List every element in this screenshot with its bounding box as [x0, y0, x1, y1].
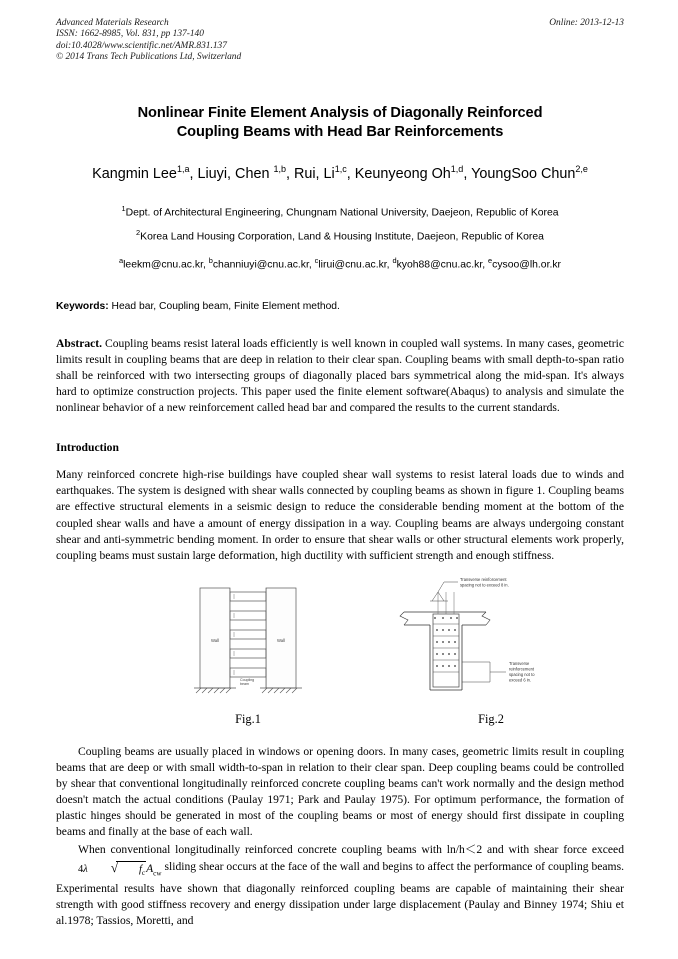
author-name-2: Liuyi, Chen — [197, 165, 274, 182]
affiliation-list — [56, 199, 624, 247]
affiliation-1 — [56, 199, 624, 223]
shear-formula — [56, 860, 162, 881]
email-address-1[interactable]: leekm@cnu.ac.kr, — [123, 259, 209, 271]
abstract-block — [56, 336, 624, 416]
figure-2-graphic — [386, 568, 596, 705]
affiliation-marker-2: 2 — [136, 228, 141, 238]
author-affiliation-marker-4: 1,d — [450, 163, 464, 174]
author-list: Kangmin Lee$^{1,a}$, Liuyi, Chen $^{1,b}$, Rui, Li$^{1,c}$, Keunyeong Oh$^{1,d}$, YoungSoo Chun$^{2,e}$ — [92, 163, 588, 182]
formula-radical-sign: √ — [110, 859, 118, 875]
formula-radicand-subscript: c — [141, 868, 146, 877]
formula-area-subscript: cw — [153, 868, 162, 877]
figures-row — [56, 576, 624, 732]
intro-paragraph-3 — [56, 842, 624, 929]
issn-line: ISSN: 1662-8985, Vol. 831, pp 137-140 — [56, 29, 204, 40]
email-marker-2: b — [208, 256, 213, 266]
doi-line: doi:10.4028/www.scientific.net/AMR.831.137 — [56, 40, 227, 51]
author-affiliation-marker-5: 2,e — [575, 163, 588, 174]
author-affiliation-marker-3: 1,c — [334, 163, 347, 174]
figure-1-caption: Fig.1 — [235, 711, 261, 726]
intro-paragraph-1: Many reinforced concrete high-rise buildings have coupled shear wall systems to resist lateral loads due to winds and earthquakes. The system is designed with shear walls connected by coupling beams as shown in figure 1. Coupling beams are effective structural elements in a seismic design to reduce the considerable bending moment at the bottom of the coupled shear walls and have a amount of energy dissipation in a way. Coupling beams are always undergoing constant shear and anti-symmetric bending moment. In order to ensure that shear walls or other structural elements work properly, coupling beams must sustain large deformation, high ductility with sufficient strength and enough stiffness. — [56, 468, 624, 562]
online-date: Online: 2013-12-13 — [549, 18, 624, 28]
figure-1-label-wall-right: Wall — [277, 637, 285, 643]
affiliation-text-2: Korea Land Housing Corporation, Land & Housing Institute, Daejeon, Republic of Korea — [140, 231, 544, 243]
page-title — [56, 104, 624, 142]
figure-2 — [386, 568, 596, 727]
svg-text:Transverse: Transverse — [509, 660, 530, 666]
svg-text:spacing not to exceed 8 in.: spacing not to exceed 8 in. — [460, 582, 509, 588]
svg-text:Transverse reinforcement: Transverse reinforcement — [460, 576, 507, 582]
author-affiliation-marker-1: 1,a — [176, 163, 190, 174]
figure-2-note-right — [509, 661, 535, 683]
svg-text:reinforcement: reinforcement — [509, 666, 535, 672]
section-heading-introduction: Introduction — [56, 441, 119, 455]
email-marker-3: c — [314, 256, 319, 266]
keywords-label: Keywords: — [56, 300, 109, 312]
formula-radicand — [116, 861, 146, 881]
title-line-2: Coupling Beams with Head Bar Reinforcements — [176, 123, 504, 140]
formula-lambda: λ — [83, 863, 88, 875]
intro-paragraph-2: Coupling beams are usually placed in windows or opening doors. In many cases, geometric limits result in coupling beams that are deep or with small width-to-span in relation to their clear span. Deep coupling beams could be controlled by shear that conventional longitudinally reinforced concrete coupling beams can't work normally and the design method doesn't match the actual conditions (Paulay 1971; Park and Paulay 1975). For optimum performance, the formation of plastic hinges should be generated in most of the coupling beams or most of energy should first dissipate in coupling beams and finally at the base of each wall. — [56, 744, 624, 839]
email-marker-4: d — [392, 256, 397, 266]
figure-1-label-wall-left: Wall — [211, 637, 219, 643]
figure-1-graphic — [178, 580, 318, 705]
formula-area-symbol: A — [146, 861, 154, 875]
email-list — [56, 253, 624, 273]
email-address-5[interactable]: cysoo@lh.or.kr — [492, 259, 561, 271]
abstract-text: Coupling beams resist lateral loads efficiently is well known in coupled wall systems. In many cases, geometric limits result in coupling beams that are deep in relation to their clear span. Coupling beams with small depth-to-span ratio shall be reinforced with two intersecting groups of diagonally placed bars symmetrical along the mid-span. It's always hard to optimize construction projects. This paper used the finite element software(Abaqus) to analysis and simulate the nonlinear behavior of a new reinforcement called head bar and compared the results to the current standards. — [56, 336, 624, 415]
email-address-3[interactable]: lirui@cnu.ac.kr, — [318, 259, 393, 271]
formula-coefficient: 4 — [78, 863, 84, 875]
copyright-line: © 2014 Trans Tech Publications Ltd, Switzerland — [56, 52, 242, 63]
figure-1-label-coupling-beam-2: beam — [240, 681, 249, 686]
figure-2-caption: Fig.2 — [478, 711, 504, 726]
author-name-3: Rui, Li — [293, 165, 335, 182]
author-affiliation-marker-2: 1,b — [273, 163, 286, 174]
author-name-5: YoungSoo Chun — [471, 165, 576, 182]
figure-1 — [178, 580, 318, 727]
keywords-line — [56, 300, 624, 314]
formula-radicand-symbol: f — [138, 863, 142, 875]
intro-paragraph-3-after: sliding shear occurs at the face of the wall and begins to affect the performance of coupling beams. Experimental results have shown that diagonally reinforced coupling beams are capable of maintaining their shear strength with good stiffness recovery and energy dissipation under large displacement (Paulay and Binney 1974; Shiu et al.1978; Tassios, Moretti, and — [56, 859, 624, 928]
page-content — [56, 18, 624, 929]
figure-1-label-coupling-beam: Coupling — [240, 677, 255, 682]
affiliation-text-1: Dept. of Architectural Engineering, Chungnam National University, Daejeon, Republic of Korea — [125, 207, 559, 219]
affiliation-2 — [56, 223, 624, 247]
keywords-value: Head bar, Coupling beam, Finite Element method. — [108, 300, 340, 312]
author-name-4: Keunyeong Oh — [354, 165, 451, 182]
email-marker-1: a — [118, 256, 124, 266]
affiliation-marker-1: 1 — [121, 204, 126, 214]
journal-name: Advanced Materials Research — [56, 18, 169, 28]
intro-paragraph-3-before: When conventional longitudinally reinforced concrete coupling beams with ln/h＜2 and with shear force exceed — [78, 843, 624, 857]
figure-2-note-top — [460, 577, 509, 588]
formula-radical — [88, 860, 146, 881]
email-marker-5: e — [488, 256, 493, 266]
svg-text:spacing not to: spacing not to — [509, 671, 535, 677]
masthead — [56, 18, 624, 64]
title-line-1: Nonlinear Finite Element Analysis of Diagonally Reinforced — [137, 104, 543, 121]
email-address-2[interactable]: channiuyi@cnu.ac.kr, — [212, 259, 315, 271]
abstract-label: Abstract. — [56, 336, 103, 350]
author-name-1: Kangmin Lee — [92, 165, 177, 182]
email-address-4[interactable]: kyoh88@cnu.ac.kr, — [396, 259, 488, 271]
svg-text:exceed 6 in.: exceed 6 in. — [509, 677, 532, 683]
